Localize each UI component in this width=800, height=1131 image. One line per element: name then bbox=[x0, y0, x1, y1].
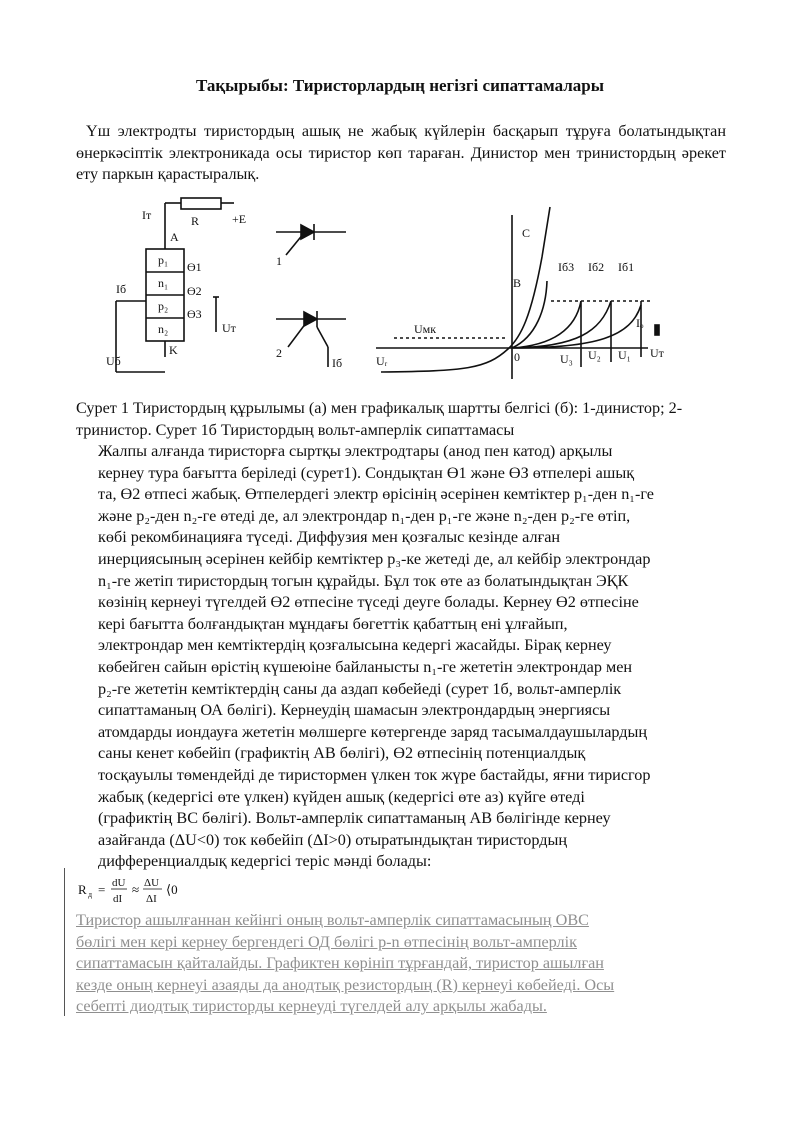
label-c: C bbox=[522, 226, 531, 240]
gray-line: бөлігі мен кері кернеу бергендегі ОД бөлігі p-n өтпесінің вольт-амперлік bbox=[76, 932, 577, 951]
body-line: та, Ө2 өтпесі жабық. Өтпелердегі электр өрісінің әсерінен кемтіктер p₁-ден n₁-ге bbox=[98, 485, 654, 504]
label-i2: Iб2 bbox=[588, 260, 605, 274]
label-it: Iт bbox=[142, 208, 152, 222]
label-i1: Iб1 bbox=[618, 260, 635, 274]
formula-den1: dI bbox=[113, 893, 123, 905]
gray-line: кезде оның кернеуі азаяды да анодтық резистордың (R) кернеуі көбейеді. Осы bbox=[76, 975, 615, 994]
label-uax: Uт bbox=[650, 346, 664, 360]
body-line: n₁-ге жетіп тиристордың тогын құрайды. Бұл ток өте аз болатындықтан ЭҚК bbox=[98, 571, 629, 590]
margin-bar bbox=[64, 868, 65, 1016]
figure-caption: Сурет 1 Тиристордың құрылымы (а) мен графикалық шартты белгісі (б): 1-динистор; 2-тринистор. Сурет 1б Тиристордың вольт-амперлік сипаттамасы bbox=[76, 399, 683, 439]
body-line: азайғанда (ΔU<0) ток көбейіп (ΔI>0) отыратындықтан тиристордың bbox=[98, 830, 568, 849]
body-paragraph bbox=[76, 441, 726, 873]
label-i3: Iб3 bbox=[558, 260, 575, 274]
label-o3: Ө3 bbox=[187, 307, 202, 321]
page-title: Тақырыбы: Тиристорлардың негізгі сипаттамалары bbox=[195, 76, 605, 95]
body-line: Жалпы алғанда тиристорға сыртқы электродтары (анод пен катод) арқылы bbox=[98, 442, 613, 460]
label-n1: n₁ bbox=[158, 276, 169, 290]
body-line: көзінің кернеуі түгелдей Ө2 өтпесіне түседі деуге болады. Кернеу Ө2 өтпесіне bbox=[98, 593, 639, 612]
gray-line: сипаттамасын қайталайды. Графиктен көрініп тұрғандай, тиристор ашылған bbox=[76, 954, 604, 973]
label-ut: Uт bbox=[222, 321, 236, 335]
label-one: 1 bbox=[276, 254, 282, 268]
label-e: +E bbox=[232, 212, 247, 226]
gray-line: Тиристор ашылғаннан кейінгі оның вольт-амперлік сипаттамасының ОВС bbox=[76, 911, 589, 929]
label-b: B bbox=[513, 276, 522, 290]
thyristor-figure bbox=[76, 197, 736, 393]
body-line: кернеу тура бағытта беріледі (сурет1). Сондықтан Ө1 және ӨЗ өтпелері ашық bbox=[98, 463, 635, 482]
label-o1: Ө1 bbox=[187, 260, 202, 274]
label-p2: p₂ bbox=[158, 299, 169, 313]
body-line: p₂-ге жететін кемтіктердің саны да аздап көбейеді (сурет 1б, вольт-амперлік bbox=[98, 679, 622, 698]
label-ur: Uᵣ bbox=[376, 354, 388, 368]
label-o2: Ө2 bbox=[187, 284, 202, 298]
label-ib2: Iб bbox=[332, 356, 343, 370]
label-umk: Uмк bbox=[414, 322, 437, 336]
body-line: дифференциалдық кедергісі теріс мәнді болады: bbox=[98, 852, 432, 871]
body-line: саны кенет көбейіп (графиктің АВ бөлігі), Ө2 өтпесінің потенциалдық bbox=[98, 744, 586, 763]
label-u2: U₂ bbox=[588, 348, 601, 362]
formula-num1: dU bbox=[112, 877, 126, 889]
body-line: жабық (кедергісі өте үлкен) күйден ашық (кедергісі өте аз) күйге өтеді bbox=[98, 787, 585, 806]
formula-tail: ⟨0 bbox=[166, 882, 178, 897]
intro-paragraph: Үш электродты тиристордың ашық не жабық күйлерін басқарып тұруға болатындықтан өнеркәсіптік электроникада осы тиристор көп тараған. Динистор мен тринистордың әрекет ету паркын қарастыралық. bbox=[76, 122, 726, 184]
formula-num2: ΔU bbox=[144, 877, 160, 889]
body-line: атомдарды иондауға жететін мөлшерге көтергенде заряд тасымалдаушылардың bbox=[98, 722, 648, 741]
label-a: A bbox=[170, 230, 179, 244]
formula-lhs: R bbox=[78, 882, 87, 897]
body-line: электрондар мен кемтіктердің қозғалысына кедергі жасайды. Бірақ кернеу bbox=[98, 636, 612, 655]
body-line: инерциясының әсерінен кейбір кемтіктер p₃-ке жетеді де, ал кейбір электрондар bbox=[98, 549, 651, 568]
label-u3: U₃ bbox=[560, 352, 573, 366]
formula-den2: ΔI bbox=[146, 893, 157, 905]
svg-text:=: = bbox=[98, 882, 106, 897]
label-u1: U₁ bbox=[618, 348, 631, 362]
label-k: K bbox=[169, 343, 178, 357]
body-line: тосқауылы төмендейді де тиристормен үлкен ток жүре бастайды, яғни тирисгор bbox=[98, 765, 651, 784]
label-p1: p₁ bbox=[158, 253, 169, 267]
body-line: көбі рекомбинацияға түседі. Диффузия мен қозғалыс кезінде алған bbox=[98, 528, 561, 547]
label-i0: Iₒ bbox=[636, 316, 644, 330]
label-ub: Uб bbox=[106, 354, 121, 368]
label-o: 0 bbox=[514, 350, 520, 364]
label-ib: Iб bbox=[116, 282, 127, 296]
gray-line: себепті диодтық тиристорды кернеуді түгелдей алу арқылы жабады. bbox=[76, 997, 547, 1016]
body-line: көбейген сайын өрістің күшеюіне байланысты n₁-ге жететін электрондар мен bbox=[98, 657, 633, 676]
tracked-change-paragraph bbox=[76, 910, 726, 1018]
formula-sub: д bbox=[88, 890, 93, 899]
svg-text:≈: ≈ bbox=[132, 882, 140, 897]
body-line: сипаттаманың ОА бөлігі). Кернеудің шамасын электрондардың энергиясы bbox=[98, 701, 611, 720]
label-r: R bbox=[191, 214, 200, 228]
label-two: 2 bbox=[276, 346, 282, 360]
label-n2: n₂ bbox=[158, 322, 169, 336]
formula bbox=[78, 874, 198, 908]
body-line: (графиктің ВС бөлігі). Вольт-амперлік сипаттаманың АВ бөлігінде кернеу bbox=[98, 809, 611, 828]
body-line: және p₂-ден n₂-ге өтеді де, ал электрондар n₁-ден p₁-ге және n₂-ден p₂-ге өтіп, bbox=[98, 506, 631, 525]
body-line: кері бағытта болғандықтан мұндағы бөгеттік қабаттың ені ұлғайып, bbox=[98, 614, 568, 633]
